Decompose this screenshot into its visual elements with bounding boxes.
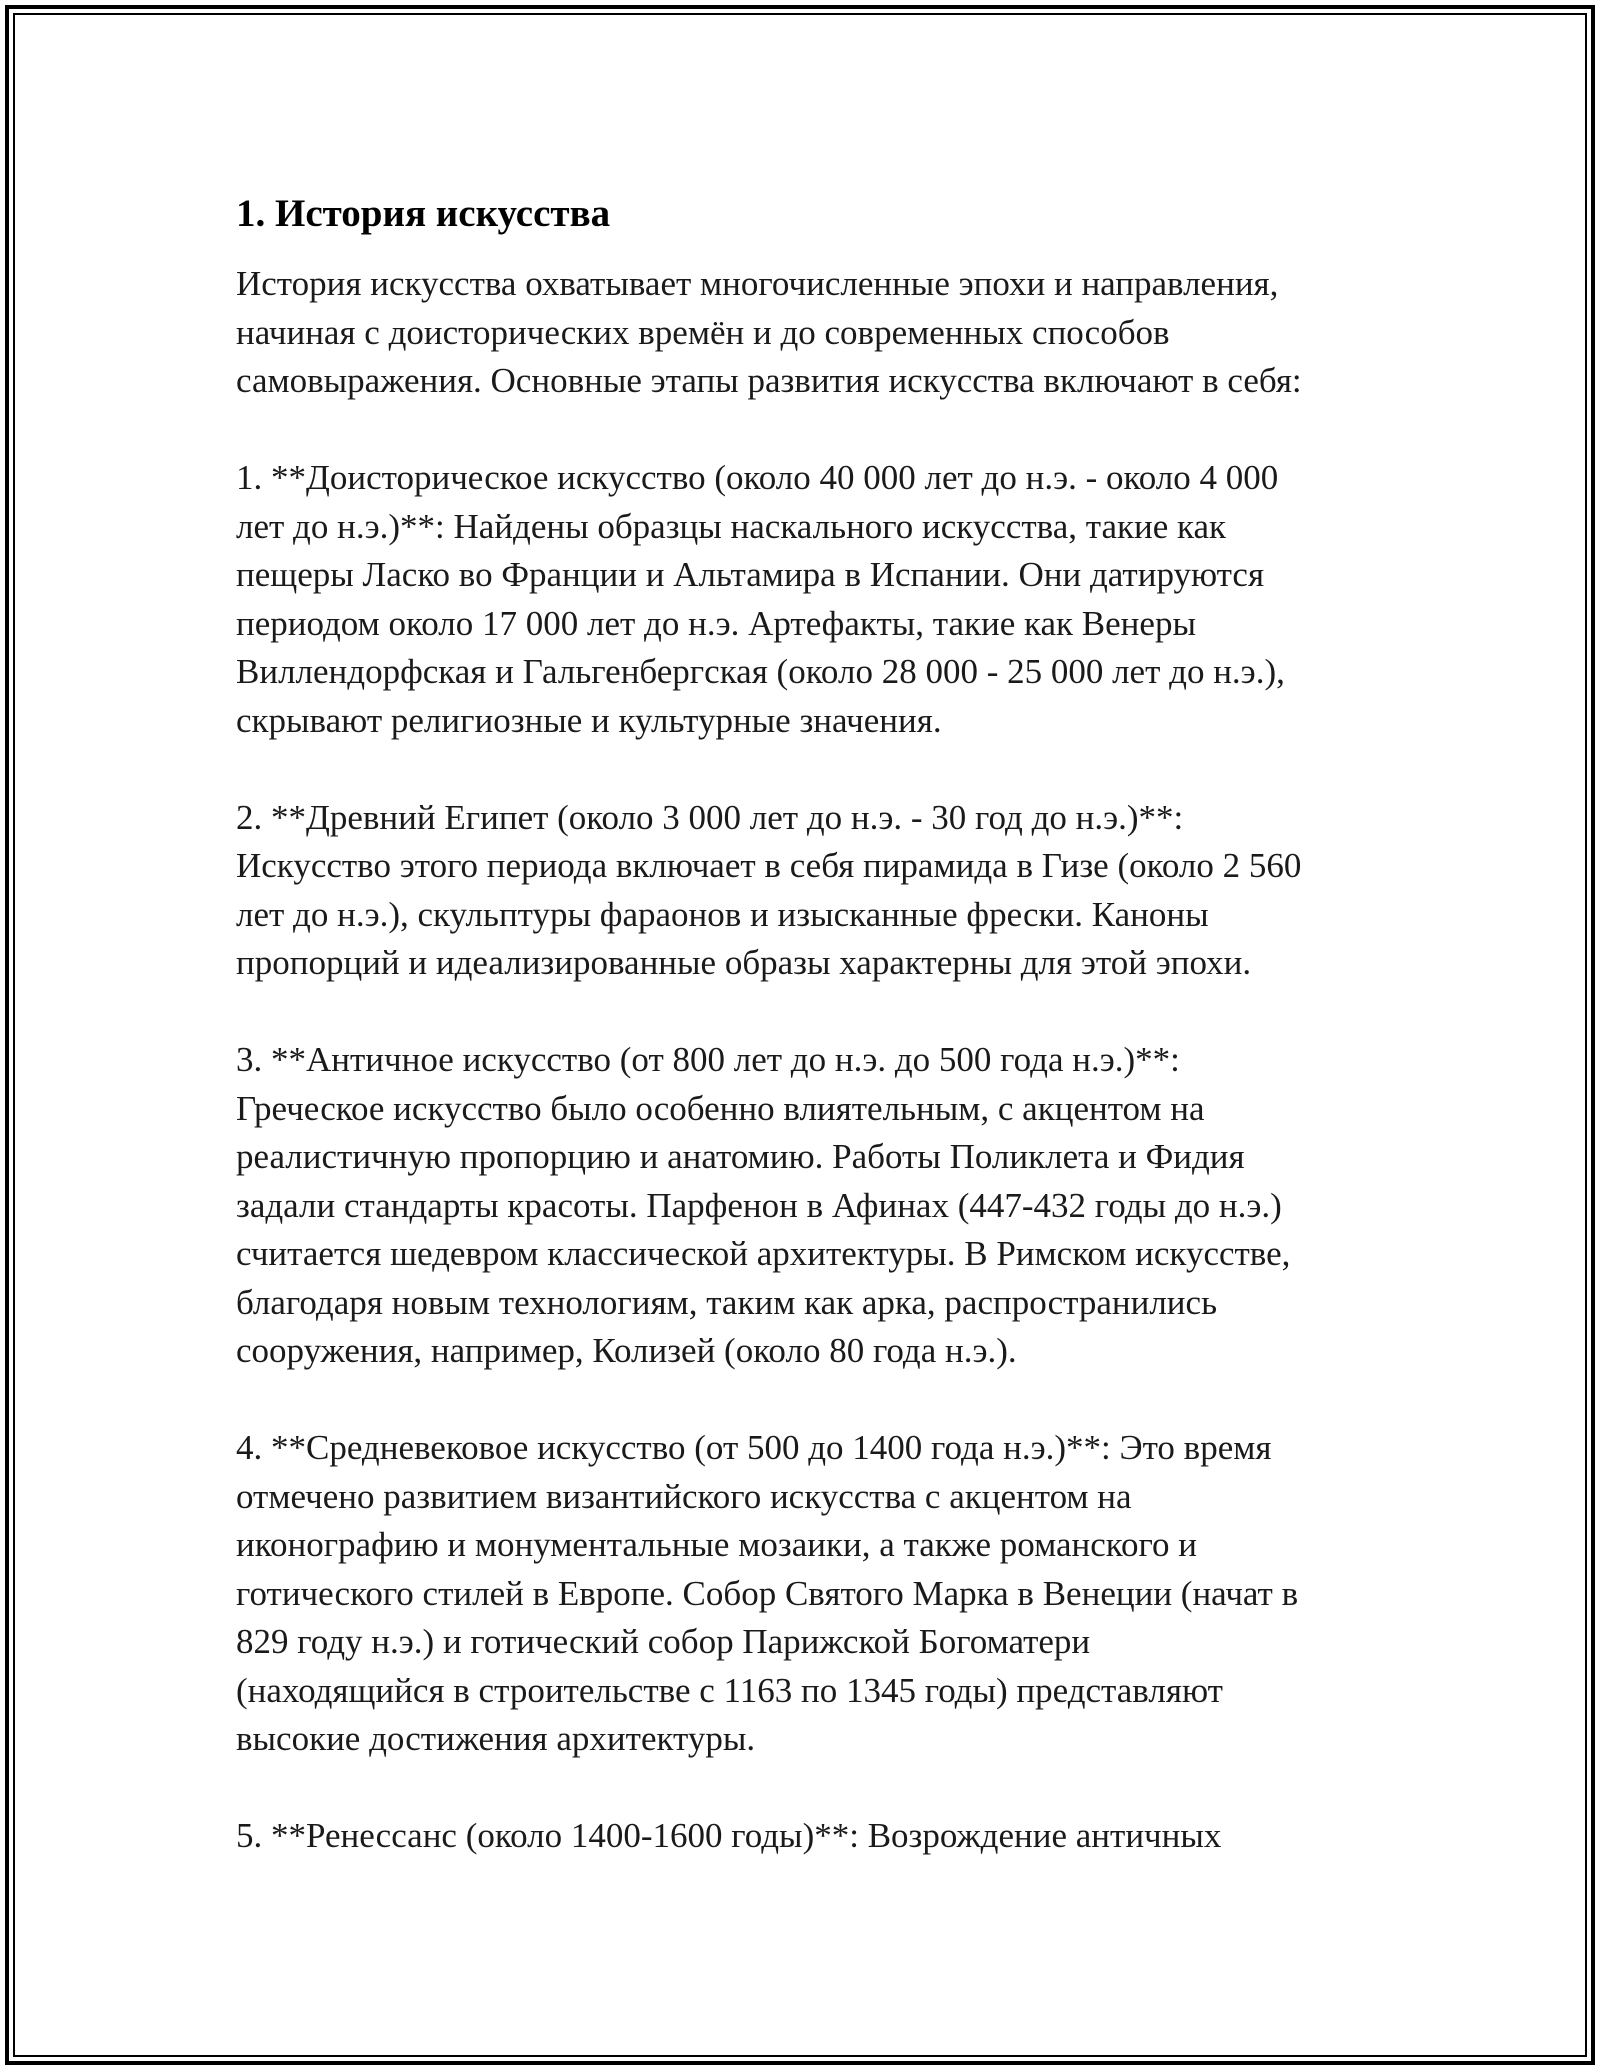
document-content bbox=[236, 188, 1364, 1861]
document-body-text: История искусства охватывает многочисленные эпохи и направления, начиная с доисторических времён и до современных способов самовыражения. Основные этапы развития искусства включают в себя: 1. **Доисторическое искусство (около 40 000 лет до н.э. - около 4 000 лет до н.э.)**: Найдены образцы наскального искусства, такие как пещеры Ласко во Франции и Альтамира в Испании. Они датируются периодом около 17 000 лет до н.э. Артефакты, такие как Венеры Виллендорфская и Гальгенбергская (около 28 000 - 25 000 лет до н.э.), скрывают религиозные и культурные значения. 2. **Древний Египет (около 3 000 лет до н.э. - 30 год до н.э.)**: Искусство этого периода включает в себя пирамида в Гизе (около 2 560 лет до н.э.), скульптуры фараонов и изысканные фрески. Каноны пропорций и идеализированные образы характерны для этой эпохи. 3. **Античное искусство (от 800 лет до н.э. до 500 года н.э.)**: Греческое искусство было особенно влиятельным, с акцентом на реалистичную пропорцию и анатомию. Работы Поликлета и Фидия задали стандарты красоты. Парфенон в Афинах (447-432 годы до н.э.) считается шедевром классической архитектуры. В Римском искусстве, благодаря новым технологиям, таким как арка, распространились сооружения, например, Колизей (около 80 года н.э.). 4. **Средневековое искусство (от 500 до 1400 года н.э.)**: Это время отмечено развитием византийского искусства с акцентом на иконографию и монументальные мозаики, а также романского и готического стилей в Европе. Собор Святого Марка в Венеции (начат в 829 году н.э.) и готический собор Парижской Богоматери (находящийся в строительстве с 1163 по 1345 годы) представляют высокие достижения архитектуры. 5. **Ренессанс (около 1400-1600 годы)**: Возрождение античных bbox=[236, 264, 1302, 1855]
section-heading: 1. История искусства bbox=[236, 192, 611, 235]
